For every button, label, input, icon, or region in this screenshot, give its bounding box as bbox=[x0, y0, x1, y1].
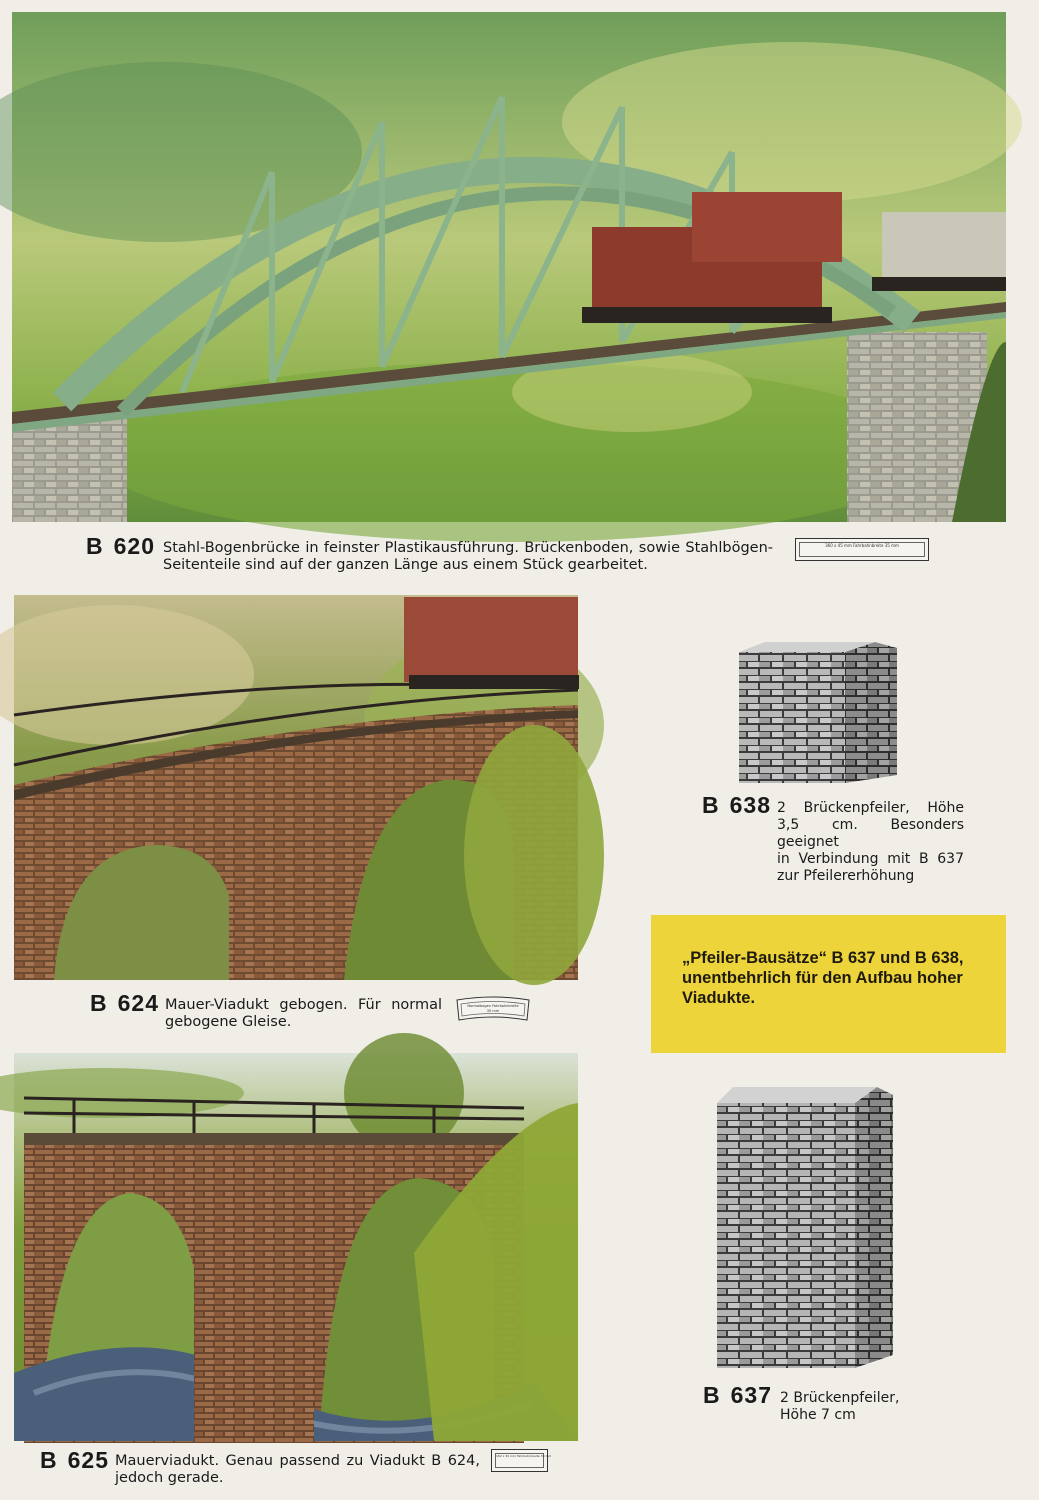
photo-b624-curved-viaduct bbox=[14, 595, 578, 980]
description-line: Höhe 7 cm bbox=[780, 1407, 856, 1423]
track-diagram-b620 bbox=[795, 538, 929, 561]
description-line: Stahl-Bogenbrücke in feinster Plastikausführung. Brückenboden, sowie Stahlbögen- bbox=[163, 540, 773, 556]
description-b637 bbox=[780, 1390, 920, 1424]
photo-b625-straight-viaduct bbox=[14, 1053, 578, 1441]
image-b638-bridge-pier bbox=[735, 640, 900, 785]
description-line: jedoch gerade. bbox=[115, 1470, 224, 1486]
description-line: 3,5 cm. Besonders geeignet bbox=[777, 817, 964, 850]
code-number: 625 bbox=[67, 1447, 109, 1473]
track-diagram-label: Normalbogen Fahrbahnbreite 30 mm bbox=[467, 1004, 519, 1013]
description-line: 2 Brückenpfeiler, Höhe bbox=[777, 800, 964, 816]
description-line: in Verbindung mit B 637 bbox=[777, 851, 964, 867]
product-code-b638 bbox=[702, 792, 771, 819]
description-b625 bbox=[115, 1453, 480, 1487]
product-code-b625 bbox=[40, 1447, 109, 1474]
track-diagram-b624 bbox=[455, 996, 531, 1024]
description-line: zur Pfeilererhöhung bbox=[777, 868, 915, 884]
description-line: Mauerviadukt. Genau passend zu Viadukt B 624, bbox=[115, 1453, 480, 1469]
code-number: 624 bbox=[117, 990, 159, 1016]
track-diagram-b625 bbox=[491, 1449, 552, 1472]
description-b638 bbox=[777, 800, 964, 885]
description-line: gebogene Gleise. bbox=[165, 1014, 292, 1030]
photo-b620-arch-bridge bbox=[12, 12, 1006, 522]
product-code-b637 bbox=[703, 1382, 772, 1409]
code-prefix: B bbox=[702, 792, 720, 818]
product-code-b624 bbox=[90, 990, 159, 1017]
code-prefix: B bbox=[40, 1447, 58, 1473]
description-line: Seitenteile sind auf der ganzen Länge aus einem Stück gearbeitet. bbox=[163, 557, 648, 573]
callout-box bbox=[651, 915, 1006, 1053]
track-diagram-label: 162 x 30 mm Fahrbahnbreite 30 mm bbox=[495, 1453, 544, 1468]
code-prefix: B bbox=[90, 990, 108, 1016]
description-b620 bbox=[163, 540, 773, 574]
image-b637-bridge-pier bbox=[715, 1085, 895, 1370]
code-number: 637 bbox=[730, 1382, 772, 1408]
track-diagram-label: 360 x 45 mm Fahrbahnbreite 35 mm bbox=[799, 542, 925, 557]
description-line: Mauer-Viadukt gebogen. Für normal bbox=[165, 997, 442, 1013]
code-number: 638 bbox=[729, 792, 771, 818]
product-code-b620 bbox=[86, 533, 155, 560]
code-prefix: B bbox=[86, 533, 104, 559]
description-b624 bbox=[165, 997, 442, 1031]
code-number: 620 bbox=[113, 533, 155, 559]
code-prefix: B bbox=[703, 1382, 721, 1408]
callout-text: „Pfeiler-Bausätze“ B 637 und B 638, unentbehrlich für den Aufbau hoher Viadukte. bbox=[682, 949, 964, 1007]
description-line: 2 Brückenpfeiler, bbox=[780, 1390, 900, 1406]
